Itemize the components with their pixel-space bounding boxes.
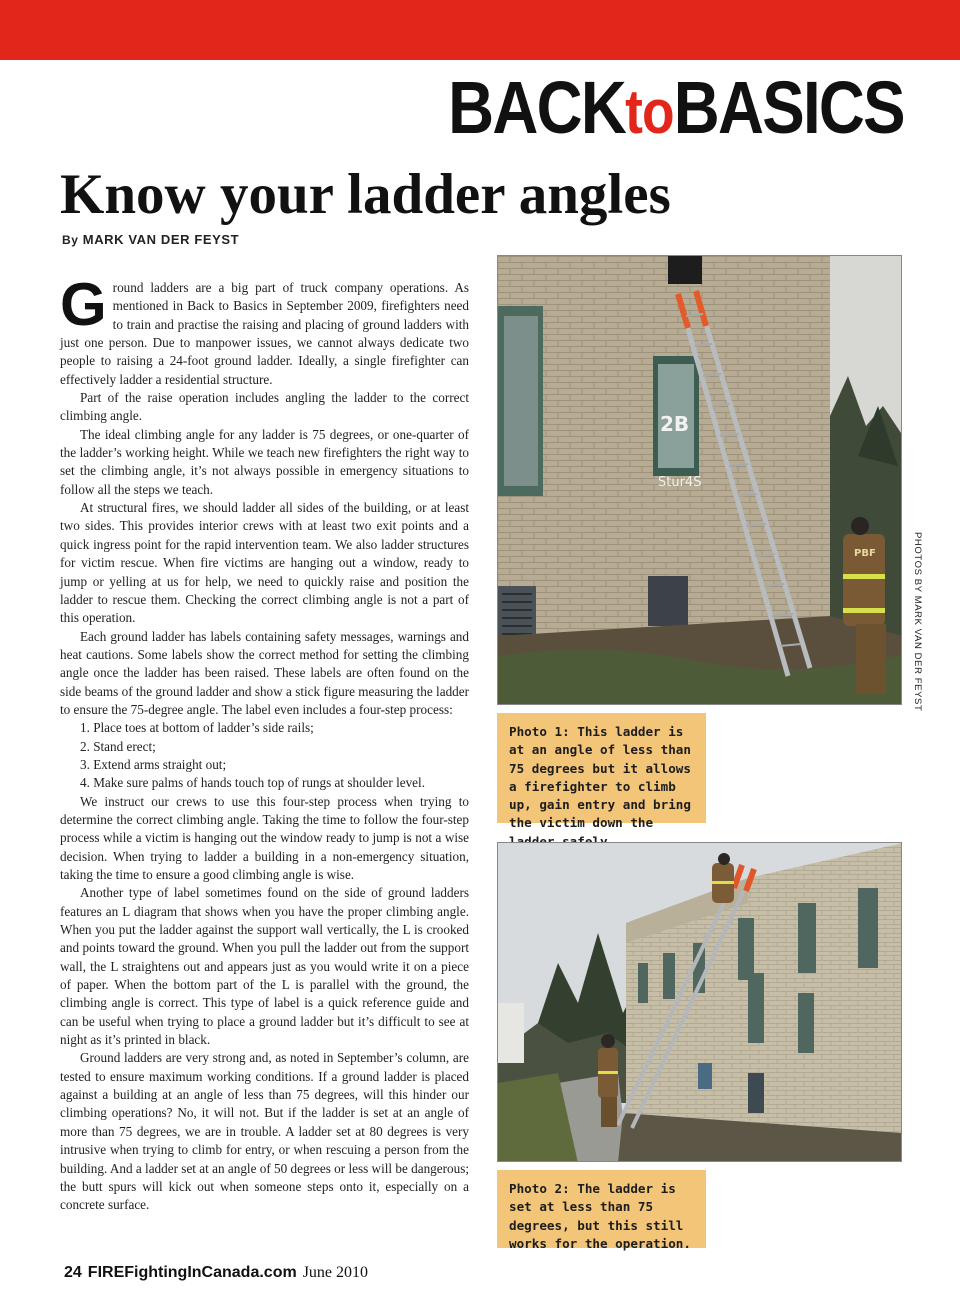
step-item: 2. Stand erect;: [80, 738, 156, 754]
wall-graffiti: Stur4S: [658, 475, 702, 490]
article-paragraph: The ideal climbing angle for any ladder is 75 degrees, or one-quarter of the ladder’s working height. While we teach new firefighters the right way to set the climbing angle, it’s not always possible in emergency situations to follow all the steps we teach.: [60, 426, 469, 497]
article-paragraph: Ground ladders are very strong and, as noted in September’s column, are tested to ensure maximum working conditions. If a ground ladder is placed against a building at an angle of less than 75 degrees, will this hinder our climbing operations? No, it will not. But if the ladder is set at an angle of more than 75 degrees, we are in trouble. A ladder set at 80 degrees is very intrusive when trying to climb for entry, or when rescuing a person from the building. And a ladder set at an angle of 50 degrees or less will be dangerous; the butt spurs will kick out when someone steps onto it, especially on a concrete surface.: [60, 1050, 469, 1213]
top-color-band: [0, 0, 960, 60]
coat-lettering: PBF: [854, 548, 876, 559]
article-paragraph: We instruct our crews to use this four-step process when trying to determine the correct climbing angle. Taking the time to follow the four-step process while a victim is hanging out the window ready to jump is not a wise decision. When trying to ladder a building in a non-emergency situation, taking the time to ensure a good climbing angle is wise.: [60, 793, 469, 882]
section-header: [448, 68, 904, 153]
article-headline: Know your ladder angles: [60, 163, 671, 226]
step-item: 3. Extend arms straight out;: [80, 756, 227, 772]
step-item: 1. Place toes at bottom of ladder’s side rails;: [80, 720, 314, 736]
article-body: [60, 271, 469, 1215]
article-paragraph: Each ground ladder has labels containing safety messages, warnings and heat cautions. Some labels show the correct method for setting the climbing angle once the ladder has been raised. These labels are often found on the side beams of the ground ladder and show a stick figure measuring the ladder to ensure the 75-degree angle. The label even includes a four-step process:: [60, 628, 469, 717]
photo-1-illustration: [498, 256, 902, 705]
page-number: 24: [64, 1264, 82, 1281]
photo-1-caption: Photo 1: This ladder is at an angle of less than 75 degrees but it allows a firefighter to climb up, gain entry and bring the victim down the: [497, 713, 706, 823]
byline: [62, 232, 239, 247]
article-paragraph: Another type of label sometimes found on the side of ground ladders features an L diagram that shows when you have the proper climbing angle. When you put the ladder against the support wall vertically, the L is crooked and points toward the ground. When you pull the ladder out from the support wall, the L straightens out and appears just as you would write it on a piece of paper. When the bottom part of the L is parallel with the ground, the climbing angle is correct. This type of label is a quick reference guide and can be useful when trying to place a ground ladder but it’s difficult to see at night as it’s printed in black.: [60, 885, 469, 1048]
article-paragraph: Part of the raise operation includes angling the ladder to the correct climbing angle.: [60, 390, 469, 424]
issue-date: June 2010: [302, 1264, 369, 1281]
article-paragraph: At structural fires, we should ladder all sides of the building, or at least two sides. This provides interior crews with at least two exit points and a quick ingress point for the rapid intervention team. We also ladder structures for victim rescue. When fire victims are hanging out a window, ready to jump or yelling at us for help, we need to quickly raise and position the ladder to rescue them. Checking the correct climbing angle is not a part of this operation.: [60, 500, 469, 626]
steps-list: [60, 719, 469, 792]
magazine-website: FIREFightingInCanada.com: [87, 1264, 297, 1281]
page-footer: [64, 1264, 368, 1282]
byline-prefix: By: [62, 233, 79, 247]
section-header-back: BACK: [448, 66, 626, 149]
drop-cap: G: [60, 271, 107, 338]
photo-2-illustration: [498, 843, 902, 1162]
photo-2: [497, 842, 902, 1162]
step-item: 4. Make sure palms of hands touch top of rungs at shoulder level.: [80, 775, 425, 791]
byline-author: MARK VAN DER FEYST: [82, 232, 240, 247]
article-paragraph: [60, 271, 469, 389]
photo-2-caption: Photo 2: The ladder is set at less than 75 degrees, but this still works for the operation.: [497, 1170, 706, 1248]
photo-1: [497, 255, 902, 705]
window-graffiti: 2B: [660, 412, 690, 436]
section-header-basics: BASICS: [673, 66, 904, 149]
paragraph-text: round ladders are a big part of truck company operations. As mentioned in Back to Basics in September 2009, firefighters need to train and practise the raising and placing of ground ladders with just one person. Due to manpower issues, we cannot always dedicate two people to raising a 24-foot ground ladder. Ideally, a single firefighter can effectively ladder a residential structure.: [60, 280, 469, 387]
photo-credit: PHOTOS BY MARK VAN DER FEYST: [912, 532, 923, 712]
section-header-to: to: [625, 78, 674, 147]
